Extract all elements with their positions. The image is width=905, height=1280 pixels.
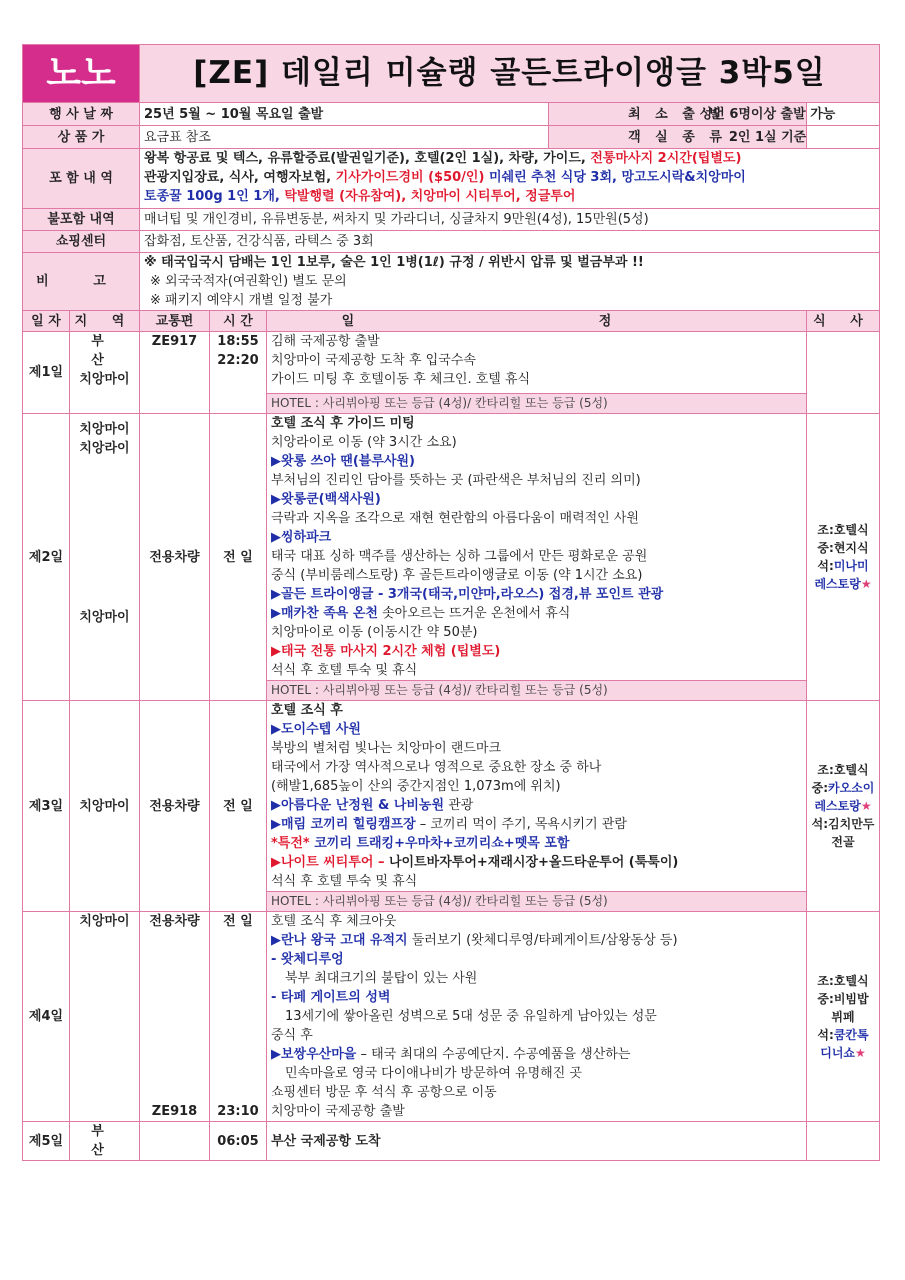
note-2: ※ 외국국적자(여권확인) 별도 문의 [150,274,347,289]
include-2b: 기사가이드경비 ($50/인) [335,170,485,185]
shop-label: 쇼핑센터 [23,231,140,253]
note-label: 비 고 [23,253,140,311]
day4-s8a: ▶보쌍우산마을 [271,1047,357,1062]
day3-schedule [267,701,807,892]
day3-meal-3: 레스토랑 [814,799,861,813]
include-value [140,149,880,209]
col-day: 일 자 [23,311,70,332]
day1-place [70,332,140,414]
day4-s10: 쇼핑센터 방문 후 석식 후 공항으로 이동 [271,1085,497,1100]
col-schedule: 일 정 [267,311,807,332]
day4-schedule [267,912,807,1122]
day2-hotel: HOTEL : 사리뷔아핑 또는 등급 (4성)/ 칸타리힐 또는 등급 (5성) [267,681,807,701]
shop-value: 잡화점, 토산품, 건강식품, 라텍스 중 3회 [140,231,880,253]
day5-label: 제5일 [23,1122,70,1161]
day2-s9: 중식 (부비룸레스토랑) 후 골든트라이앵글로 이동 (약 1시간 소요) [271,568,643,583]
date-label: 행 사 날 짜 [23,103,140,126]
day4-s4: 북부 최대크기의 불탑이 있는 사원 [285,971,478,986]
day2-s10: ▶골든 트라이앵글 - 3개국(태국,미얀마,라오스) 접경,뷰 포인트 관광 [271,587,664,602]
info-row-note [23,253,880,311]
day3-meal-2a: 중: [811,781,829,795]
day3-label: 제3일 [23,701,70,912]
day3-s3: 북방의 별처럼 빛나는 치앙마이 랜드마크 [271,741,502,756]
day2-meal [807,414,880,701]
day1-time-1: 18:55 [217,334,259,349]
day2-s11a: ▶매카찬 족욕 온천 [271,606,378,621]
price-label: 상 품 가 [23,126,140,149]
day1-label: 제1일 [23,332,70,414]
day4-s2a: ▶란나 왕국 고대 유적지 [271,933,408,948]
day4-meal-5: 디너쇼 [820,1045,856,1060]
brand-logo: 노노 [23,45,140,103]
day4-time [210,912,267,1122]
day4-meal-1: 조:호텔식 [817,973,869,988]
min-label: 최 소 출 발 [549,103,807,126]
day2-s13: ▶태국 전통 마사지 2시간 체험 (팁별도) [271,644,501,659]
date-value: 25년 5월 ~ 10월 목요일 출발 [140,103,549,126]
day4-label: 제4일 [23,912,70,1122]
info-row-shop [23,231,880,253]
day2-meal-1: 조:호텔식 [817,523,869,537]
day1-s3: 가이드 미팅 후 호텔이동 후 체크인. 호텔 휴식 [271,372,531,387]
day3-hotel: HOTEL : 사리뷔아핑 또는 등급 (4성)/ 칸타리힐 또는 등급 (5성) [267,892,807,912]
day4-place: 치앙마이 [70,912,140,1122]
exclude-value: 매너팁 및 개인경비, 유류변동분, 써차지 및 가라디너, 싱글차지 9만원(4성), 15만원(5성) [140,209,880,231]
day4-s1: 호텔 조식 후 체크아웃 [271,914,397,929]
day3-s1: 호텔 조식 후 [271,703,343,718]
day1-time-2: 22:20 [217,353,259,368]
day5-row [23,1122,880,1161]
day2-s5: ▶왓롱쿤(백색사원) [271,492,381,507]
info-row-exclude [23,209,880,231]
day2-label: 제2일 [23,414,70,701]
day1-hotel: HOTEL : 사리뷔아핑 또는 등급 (4성)/ 칸타리힐 또는 등급 (5성) [267,394,807,414]
col-transport: 교통편 [140,311,210,332]
note-3: ※ 패키지 예약시 개별 일정 불가 [150,293,333,308]
day2-meal-3b: 미나미 [833,559,869,573]
day4-s8b: – 태국 최대의 수공예단지. 수공예품을 생산하는 [356,1047,631,1062]
exclude-label: 불포함 내역 [23,209,140,231]
day3-transport: 전용차량 [140,701,210,912]
day2-schedule [267,414,807,681]
day3-place: 치앙마이 [70,701,140,912]
day1-place-1: 부 산 [91,334,118,368]
day3-s8a: *특전* [271,836,310,851]
day5-place: 부 산 [70,1122,140,1161]
day3-s6b: 관광 [444,798,474,813]
day3-meal-2b: 카오소이 [828,781,875,795]
day3-s5: (해발1,685높이 산의 중간지점인 1,073m에 위치) [271,779,561,794]
day3-s7b: – 코끼리 먹이 주기, 목욕시키기 관람 [415,817,627,832]
day4-meal-4a: 석: [817,1027,834,1042]
day1-transport: ZE917 [140,332,210,414]
day3-s10: 석식 후 호텔 투숙 및 휴식 [271,874,418,889]
day1-time [210,332,267,414]
day2-s8: 태국 대표 싱하 맥주를 생산하는 싱하 그룹에서 만든 평화로운 공원 [271,549,648,564]
day4-s6: 13세기에 쌓아올린 성벽으로 5대 성문 중 유일하게 남아있는 성문 [285,1009,657,1024]
include-2c: 미쉐린 추천 식당 3회, 망고도시락&치앙마이 [484,170,746,185]
page-title: [ZE] 데일리 미슐랭 골든트라이앵글 3박5일 [140,45,880,103]
col-place: 지 역 [70,311,140,332]
day1-schedule [267,332,807,394]
day3-star-icon: ★ [860,799,872,813]
day4-row [23,912,880,1122]
day2-meal-4: 레스토랑 [814,577,861,591]
price-value: 요금표 참조 [140,126,549,149]
day3-s9b: 나이트바자투어+재래시장+올드타운투어 (툭툭이) [384,855,679,870]
day2-s4: 부처님의 진리인 담아를 뜻하는 곳 (파란색은 부처님의 진리 의미) [271,473,641,488]
day2-row [23,414,880,681]
day4-time-2: 23:10 [217,1104,259,1119]
day4-time-1: 전 일 [223,914,253,929]
day4-s5: - 타페 게이트의 성벽 [271,990,391,1005]
room-value-text: 2인 1실 기준 [728,130,807,145]
day3-s7a: ▶매림 코끼리 힐링캠프장 [271,817,416,832]
day2-place-3: 치앙마이 [79,610,130,625]
day3-time: 전 일 [210,701,267,912]
note-1: ※ 태국입국시 담배는 1인 1보루, 술은 1인 1병(1ℓ) 규정 / 위반시 압류 및 벌금부과 !! [144,255,644,270]
include-3a: 토종꿀 100g 1인 1개, [144,189,285,204]
day4-transport-2: ZE918 [151,1104,198,1119]
day1-s2: 치앙마이 국제공항 도착 후 입국수속 [271,353,476,368]
room-label: 객 실 종 류 [549,126,807,149]
day5-meal [807,1122,880,1161]
day2-s7: ▶씽하파크 [271,530,332,545]
day4-s11: 치앙마이 국제공항 출발 [271,1104,405,1119]
day3-s6a: ▶아름다운 난정원 & 나비농원 [271,798,445,813]
day2-place-2: 치앙라이 [79,441,130,456]
day5-transport [140,1122,210,1161]
day4-s9: 민속마을로 영국 다이애나비가 방문하여 유명해진 곳 [285,1066,582,1081]
day4-transport [140,912,210,1122]
day1-row [23,332,880,394]
info-row-include [23,149,880,209]
include-3b: 탁발행렬 (자유참여), 치앙마이 시티투어, 정글투어 [284,189,576,204]
day4-meal-3: 뷔페 [831,1009,855,1024]
day2-transport: 전용차량 [140,414,210,701]
include-label: 포 함 내 역 [23,149,140,209]
header-row [23,45,880,103]
min-value-text: 성인 6명이상 출발 가능 [699,107,836,122]
day4-star-icon: ★ [855,1045,866,1060]
day4-meal-4b: 쿰칸톡 [833,1027,869,1042]
day1-place-2: 치앙마이 [79,372,130,387]
column-header-row [23,311,880,332]
day2-s11b: 솟아오르는 뜨거운 온천에서 휴식 [377,606,571,621]
day2-s3: ▶왓롱 쓰아 땐(블루사원) [271,454,415,469]
day4-meal [807,912,880,1122]
day2-star-icon: ★ [860,577,872,591]
day2-meal-2: 중:현지식 [817,541,869,555]
day2-s2: 치앙라이로 이동 (약 3시간 소요) [271,435,457,450]
day3-s2: ▶도이수텝 사원 [271,722,361,737]
col-time: 시 간 [210,311,267,332]
day3-s4: 태국에서 가장 역사적으로나 영적으로 중요한 장소 중 하나 [271,760,602,775]
day4-transport-1: 전용차량 [149,914,200,929]
day2-place [70,414,140,701]
col-meal: 식 사 [807,311,880,332]
day5-time: 06:05 [210,1122,267,1161]
day2-place-1: 치앙마이 [79,422,130,437]
day1-meal [807,332,880,414]
day4-s2b: 둘러보기 (왓체디루영/타페게이트/삼왕동상 등) [407,933,678,948]
day2-s1: 호텔 조식 후 가이드 미팅 [271,416,415,431]
include-1b: 전통마사지 2시간(팁별도) [590,151,742,166]
day2-time: 전 일 [210,414,267,701]
day3-row [23,701,880,892]
day4-s3: - 왓체디루엉 [271,952,344,967]
day3-s9a: ▶나이트 씨티투어 – [271,855,385,870]
include-1a: 왕복 항공료 및 텍스, 유류할증료(발권일기준), 호텔(2인 1실), 차량, 가이드, [144,151,591,166]
day3-meal-5: 전골 [831,835,855,849]
day2-s14: 석식 후 호텔 투숙 및 휴식 [271,663,418,678]
day3-meal [807,701,880,912]
day3-meal-1: 조:호텔식 [817,763,869,777]
itinerary-table [22,44,880,1161]
day4-s7: 중식 후 [271,1028,313,1043]
day5-s1: 부산 국제공항 도착 [267,1122,807,1161]
itinerary-sheet [22,44,879,1161]
note-value [140,253,880,311]
day2-meal-3a: 석: [817,559,834,573]
day1-s1: 김해 국제공항 출발 [271,334,380,349]
day4-meal-2: 중:비빔밥 [817,991,869,1006]
include-2a: 관광지입장료, 식사, 여행자보험, [144,170,336,185]
day2-s12: 치앙마이로 이동 (이동시간 약 50분) [271,625,478,640]
day3-s8b: 코끼리 트래킹+우마차+코끼리쇼+뗏목 포함 [309,836,570,851]
day2-s6: 극락과 지옥을 조각으로 재현 현란함의 아름다움이 매력적인 사원 [271,511,639,526]
day3-meal-4: 석:김치만두 [811,817,875,831]
